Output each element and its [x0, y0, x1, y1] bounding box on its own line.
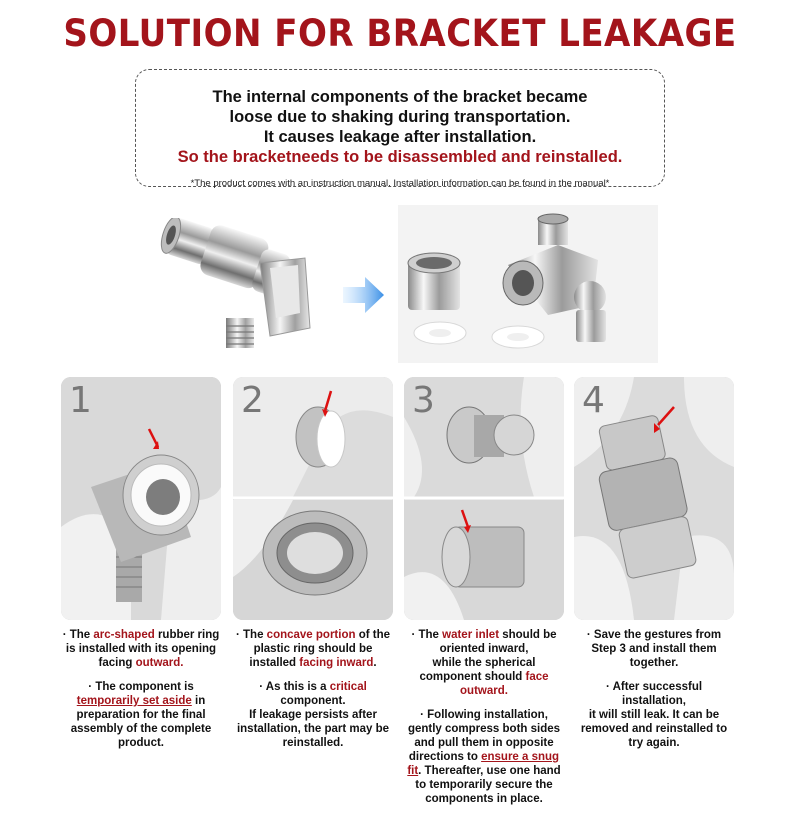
text: rubber ring is installed with its opening facing	[65, 629, 220, 669]
bullet: ·	[605, 681, 613, 693]
highlight-text: face outward.	[460, 671, 549, 697]
bullet: ·	[62, 629, 70, 641]
info-box	[135, 69, 665, 187]
info-line-1: The internal components of the bracket became	[212, 88, 588, 106]
step-1-description	[61, 628, 221, 760]
bullet: ·	[420, 709, 428, 721]
bullet: ·	[259, 681, 266, 693]
text: After successful installation,	[612, 681, 703, 707]
page-title: SOLUTION FOR BRACKET LEAKAGE	[63, 12, 737, 55]
step-3-para-2	[404, 708, 564, 806]
step-3-description	[404, 628, 564, 816]
text: of the plastic ring should be installed	[249, 629, 390, 669]
text: . Thereafter, use one hand to temporarily secure the components in place.	[415, 765, 561, 805]
highlight-text: critical	[329, 681, 367, 693]
text: Following installation, gently compress both sides and pull them in opposite directions to	[407, 709, 561, 763]
highlight-text: arc-shaped	[93, 629, 155, 641]
step-2-photo	[233, 377, 393, 620]
step-2-para-1	[233, 628, 393, 670]
text: while the spherical component should	[419, 657, 536, 683]
step-3-para-1	[404, 628, 564, 698]
text: The	[243, 629, 267, 641]
text: .	[373, 657, 377, 669]
bullet: ·	[88, 681, 96, 693]
text: should be oriented inward,	[439, 629, 557, 655]
step-4-para-1	[574, 628, 734, 670]
step-2-para-2	[233, 680, 393, 750]
manual-note: *The product comes with an instruction manual. Installation information can be found in the manual*	[190, 178, 610, 189]
info-line-3: It causes leakage after installation.	[263, 128, 537, 146]
step-number: 1	[69, 380, 92, 421]
text: component.	[280, 695, 346, 707]
step-4-description	[574, 628, 734, 760]
highlight-text: outward.	[135, 657, 184, 669]
highlight-text: facing inward	[299, 657, 374, 669]
bullet: ·	[411, 629, 419, 641]
text: The	[418, 629, 443, 641]
step-3-photo	[404, 377, 564, 620]
text: The	[69, 629, 94, 641]
step-number: 3	[412, 380, 435, 421]
info-line-4: So the bracketneeds to be disassembled and reinstalled.	[177, 148, 623, 166]
text: it will still leak. It can be removed and reinstalled to try again.	[580, 709, 728, 749]
bullet: ·	[586, 629, 594, 641]
disassembled-parts-image	[398, 205, 658, 363]
highlight-text: water inlet	[442, 629, 500, 641]
step-4-photo	[574, 377, 734, 620]
arrow-right-icon	[343, 275, 385, 315]
step-number: 2	[241, 380, 264, 421]
highlight-text: concave portion	[266, 629, 356, 641]
highlight-text: temporarily set aside	[76, 695, 192, 707]
step-number: 4	[582, 380, 605, 421]
text: Save the gestures from Step 3 and install them together.	[591, 629, 722, 669]
assembled-bracket-image	[140, 218, 335, 358]
text: in preparation for the final assembly of the complete product.	[70, 695, 212, 749]
step-2-description	[233, 628, 393, 760]
bullet: ·	[236, 629, 244, 641]
info-line-2: loose due to shaking during transportation.	[229, 108, 571, 126]
text: The component is	[95, 681, 194, 693]
highlight-text: ensure a snug fit	[407, 751, 560, 777]
step-1-photo	[61, 377, 221, 620]
step-1-para-2	[61, 680, 221, 750]
text: If leakage persists after installation, the part may be reinstalled.	[236, 709, 390, 749]
step-4-para-2	[574, 680, 734, 750]
step-1-para-1	[61, 628, 221, 670]
text: As this is a	[265, 681, 330, 693]
